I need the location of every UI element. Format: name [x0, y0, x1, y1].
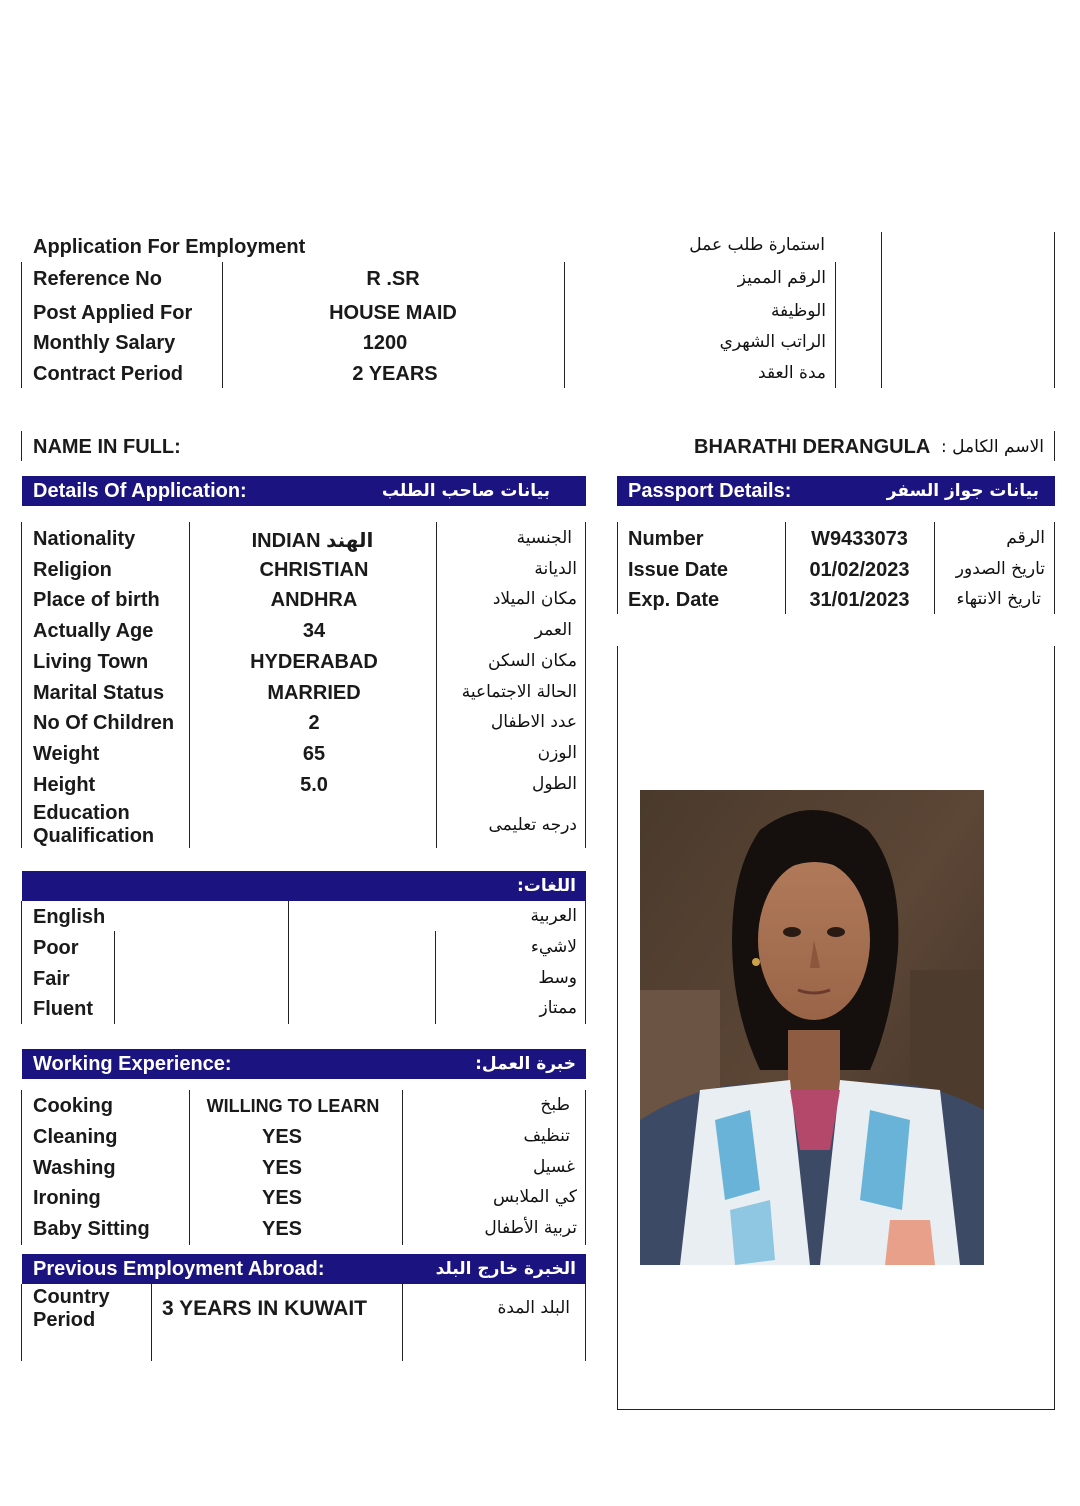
religion-value: CHRISTIAN — [259, 559, 369, 581]
language-english-label: English — [33, 906, 106, 928]
language-poor-label-ar: لاشيء — [530, 937, 577, 957]
religion-label-ar: الديانة — [534, 559, 577, 579]
language-fluent-label: Fluent — [33, 998, 93, 1020]
applicant-photo — [640, 790, 984, 1265]
height-label: Height — [33, 774, 96, 796]
divider — [617, 646, 618, 1410]
children-label-ar: عدد الاطفال — [490, 712, 577, 732]
divider — [288, 901, 289, 1024]
education-label-ar: درجه تعليمى — [488, 815, 577, 835]
details-header-bar — [22, 476, 586, 506]
divider — [1054, 646, 1055, 1410]
divider — [585, 522, 586, 848]
language-fluent-label-ar: ممتاز — [539, 998, 577, 1018]
nationality-value: INDIAN الهند — [251, 530, 374, 552]
reference-label: Reference No — [33, 268, 162, 290]
experience-title: Working Experience: — [33, 1053, 232, 1075]
divider — [585, 1090, 586, 1245]
previous-value: 3 YEARS IN KUWAIT — [162, 1297, 367, 1320]
nationality-label: Nationality — [33, 528, 136, 550]
name-label: NAME IN FULL: — [33, 436, 181, 458]
reference-value: R .SR — [366, 268, 420, 290]
nationality-label-ar: الجنسية — [516, 528, 572, 548]
exp-date-label: Exp. Date — [628, 589, 720, 611]
post-value: HOUSE MAID — [329, 302, 457, 324]
age-label: Actually Age — [33, 620, 154, 642]
birthplace-value: ANDHRA — [270, 589, 358, 611]
languages-header-bar — [22, 871, 586, 901]
age-value: 34 — [302, 620, 326, 642]
weight-label: Weight — [33, 743, 100, 765]
divider — [934, 522, 935, 614]
salary-label: Monthly Salary — [33, 332, 176, 354]
divider — [402, 1284, 403, 1361]
divider — [617, 1409, 1055, 1410]
divider — [881, 232, 882, 388]
contract-label: Contract Period — [33, 363, 184, 385]
age-label-ar: العمر — [534, 620, 572, 640]
divider — [1054, 431, 1055, 461]
baby-sitting-label: Baby Sitting — [33, 1218, 150, 1240]
language-arabic-label: العربية — [530, 906, 577, 926]
cooking-label-ar: طبخ — [540, 1095, 570, 1115]
passport-title-ar: بيانات جواز السفر — [886, 481, 1039, 501]
previous-header-bar — [22, 1254, 586, 1284]
details-title: Details Of Application: — [33, 480, 247, 502]
divider — [585, 901, 586, 1024]
washing-label-ar: غسيل — [532, 1157, 575, 1177]
divider — [617, 522, 618, 614]
divider — [21, 431, 22, 461]
divider — [21, 522, 22, 848]
language-poor-label: Poor — [33, 937, 79, 959]
divider — [1054, 522, 1055, 614]
country-label: Country — [33, 1286, 110, 1308]
cleaning-label: Cleaning — [33, 1126, 118, 1148]
previous-label-ar: البلد المدة — [497, 1298, 570, 1318]
ironing-value: YES — [261, 1187, 303, 1209]
town-value: HYDERABAD — [250, 651, 378, 673]
exp-date-label-ar: تاريخ الانتهاء — [956, 589, 1041, 609]
divider — [21, 901, 22, 1024]
divider — [402, 1090, 403, 1245]
divider — [835, 262, 836, 388]
divider — [114, 931, 115, 1024]
details-title-ar: بيانات صاحب الطلب — [381, 481, 550, 501]
education-label-line1: Education — [33, 802, 130, 824]
divider — [585, 1284, 586, 1361]
period-label: Period — [33, 1309, 96, 1331]
contract-value: 2 YEARS — [352, 363, 438, 385]
issue-date-label-ar: تاريخ الصدور — [955, 559, 1045, 579]
weight-label-ar: الوزن — [537, 743, 577, 763]
weight-value: 65 — [302, 743, 326, 765]
education-label-line2: Qualification — [33, 825, 155, 847]
ironing-label-ar: كي الملابس — [493, 1187, 577, 1207]
children-value: 2 — [308, 712, 320, 734]
experience-title-ar: خبرة العمل: — [475, 1054, 576, 1074]
cleaning-label-ar: تنظيف — [523, 1126, 570, 1146]
cleaning-value: YES — [261, 1126, 303, 1148]
marital-value: MARRIED — [267, 682, 361, 704]
contract-label-ar: مدة العقد — [758, 363, 826, 383]
name-value: BHARATHI DERANGULA — [694, 436, 931, 458]
post-label: Post Applied For — [33, 302, 193, 324]
language-fair-label: Fair — [33, 968, 70, 990]
ironing-label: Ironing — [33, 1187, 101, 1209]
town-label: Living Town — [33, 651, 149, 673]
languages-title-ar: اللغات: — [516, 876, 576, 896]
name-label-ar: الاسم الكامل : — [941, 437, 1044, 457]
passport-number-label: Number — [628, 528, 704, 550]
post-label-ar: الوظيفة — [770, 301, 826, 321]
passport-number-label-ar: الرقم — [1006, 528, 1045, 548]
application-title-ar: استمارة طلب عمل — [689, 235, 825, 255]
salary-value: 1200 — [362, 332, 408, 354]
children-label: No Of Children — [33, 712, 175, 734]
divider — [21, 1090, 22, 1245]
divider — [151, 1284, 152, 1361]
language-fair-label-ar: وسط — [538, 968, 577, 988]
cooking-value: WILLING TO LEARN — [206, 1096, 380, 1116]
washing-value: YES — [261, 1157, 303, 1179]
reference-label-ar: الرقم المميز — [737, 268, 826, 288]
divider — [435, 931, 436, 1024]
religion-label: Religion — [33, 559, 112, 581]
cooking-label: Cooking — [33, 1095, 113, 1117]
baby-sitting-label-ar: تربية الأطفال — [484, 1218, 577, 1238]
previous-title-ar: الخبرة خارج البلد — [435, 1259, 576, 1279]
height-label-ar: الطول — [532, 774, 577, 794]
application-title: Application For Employment — [33, 236, 306, 258]
passport-header-bar — [617, 476, 1055, 506]
issue-date-value: 01/02/2023 — [809, 559, 910, 581]
passport-title: Passport Details: — [628, 480, 792, 502]
town-label-ar: مكان السكن — [488, 651, 577, 671]
birthplace-label: Place of birth — [33, 589, 160, 611]
issue-date-label: Issue Date — [628, 559, 729, 581]
marital-label-ar: الحالة الاجتماعية — [461, 682, 577, 702]
salary-label-ar: الراتب الشهري — [719, 332, 826, 352]
experience-header-bar — [22, 1049, 586, 1079]
divider — [21, 262, 22, 388]
baby-sitting-value: YES — [261, 1218, 303, 1240]
exp-date-value: 31/01/2023 — [809, 589, 910, 611]
divider — [1054, 232, 1055, 388]
marital-label: Marital Status — [33, 682, 165, 704]
previous-title: Previous Employment Abroad: — [33, 1258, 325, 1280]
height-value: 5.0 — [300, 774, 328, 796]
birthplace-label-ar: مكان الميلاد — [492, 589, 577, 609]
washing-label: Washing — [33, 1157, 116, 1179]
passport-number-value: W9433073 — [811, 528, 908, 550]
divider — [21, 1284, 22, 1361]
